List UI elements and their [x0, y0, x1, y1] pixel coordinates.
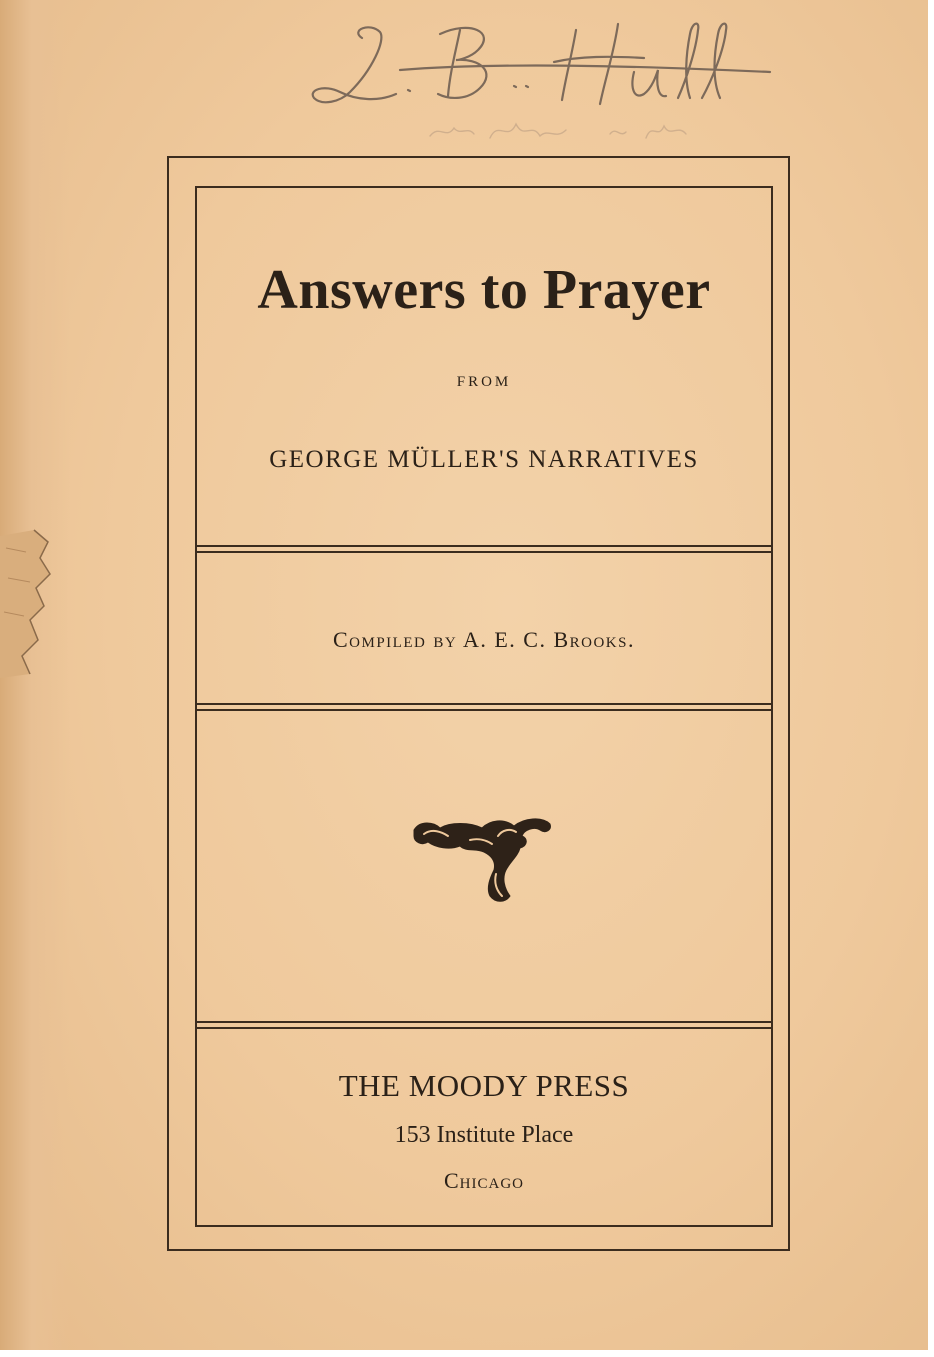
book-subtitle: GEORGE MÜLLER'S NARRATIVES	[269, 446, 699, 473]
book-title: Answers to Prayer	[257, 259, 711, 321]
publisher-name: THE MOODY PRESS	[338, 1068, 630, 1103]
from-label: FROM	[456, 374, 512, 390]
publisher-address: 153 Institute Place	[394, 1122, 574, 1148]
handwritten-signature	[300, 10, 780, 120]
divider-rule-top	[195, 545, 773, 553]
divider-rule-middle	[195, 703, 773, 711]
faint-pencil-note	[420, 110, 720, 150]
divider-rule-bottom	[195, 1021, 773, 1029]
compiler-credit: Compiled by A. E. C. Brooks.	[333, 627, 635, 652]
torn-spine-damage	[0, 528, 56, 678]
fleuron-ornament-icon	[410, 812, 555, 908]
publisher-city: Chicago	[443, 1168, 524, 1193]
